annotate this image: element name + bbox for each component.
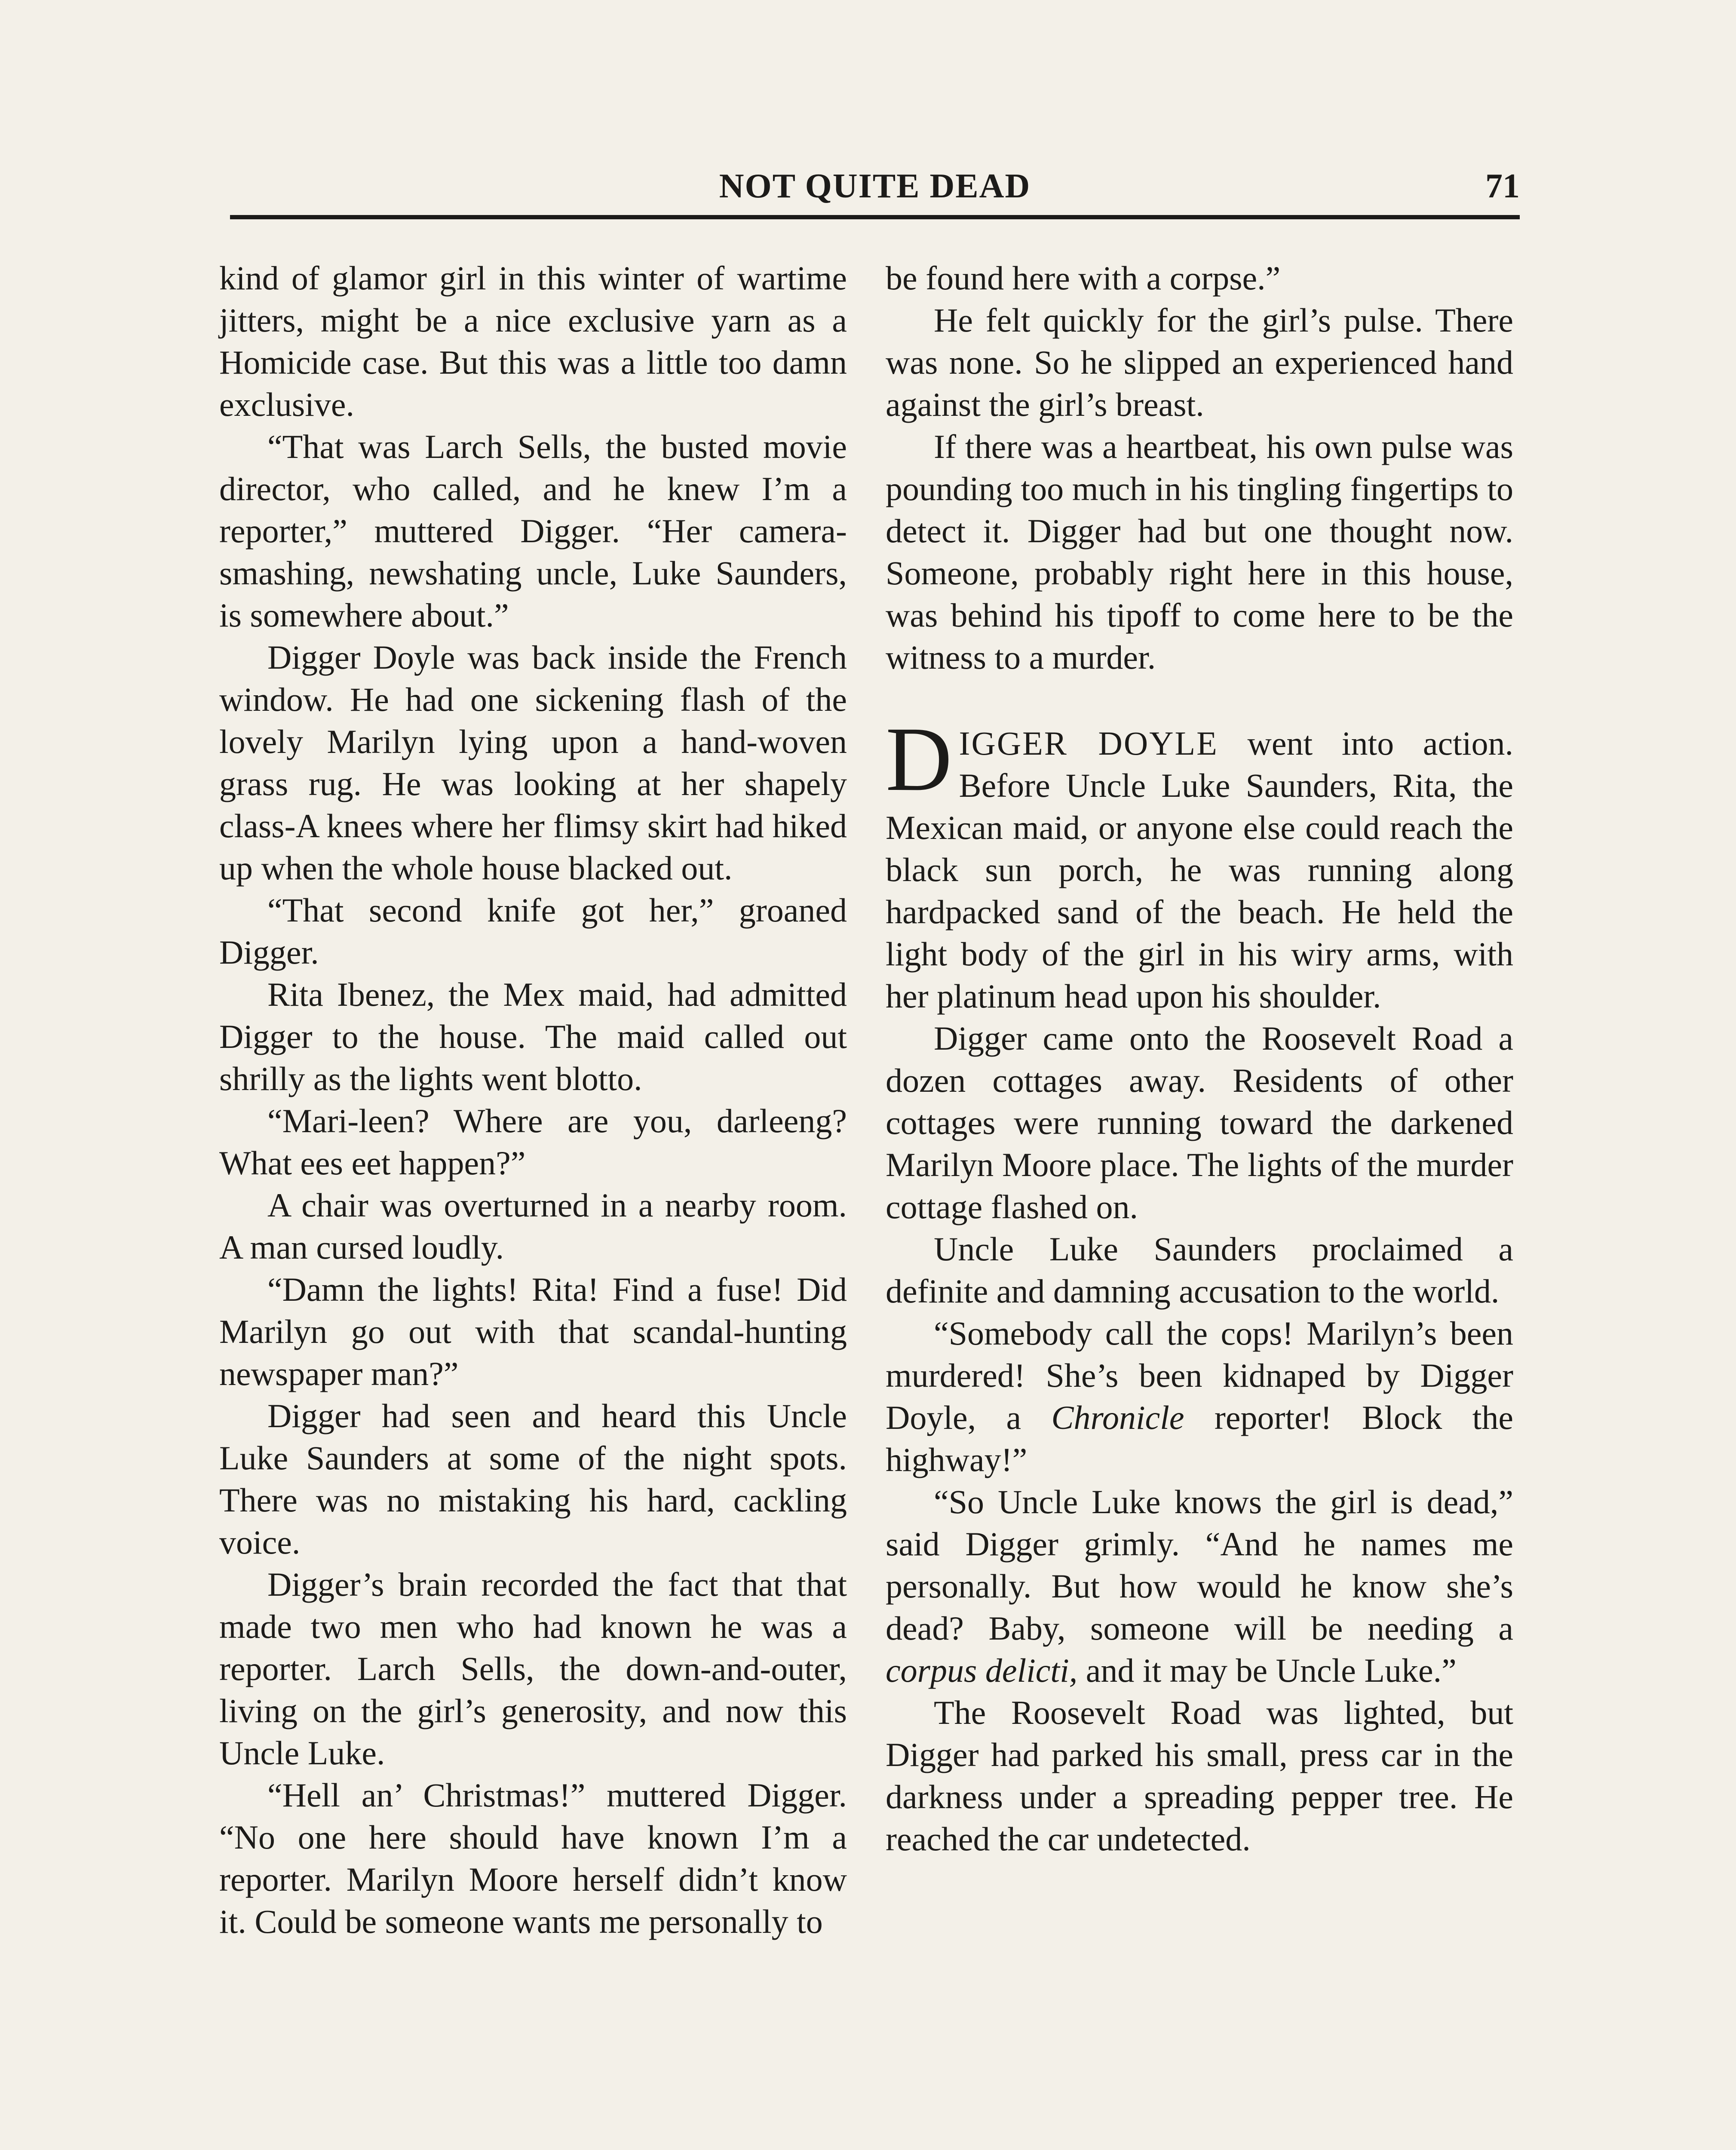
paragraph: He felt quickly for the girl’s pulse. There was none. So he slipped an experienced hand against the girl’s breast. bbox=[886, 301, 1513, 423]
paragraph bbox=[886, 1312, 1513, 1481]
page-number: 71 bbox=[1485, 167, 1520, 205]
paragraph: Digger’s brain recorded the fact that that made two men who had known he was a reporter. Larch Sells, the down-and-outer, living on the girl’s generosity, and now this Uncle Luke. bbox=[219, 1566, 847, 1772]
paragraph-text: and it may be Uncle Luke.” bbox=[1077, 1652, 1457, 1689]
left-column bbox=[219, 257, 847, 1943]
right-column bbox=[886, 257, 1513, 1860]
paragraph: Uncle Luke Saunders proclaimed a definite and damning accusation to the world. bbox=[886, 1230, 1513, 1310]
paragraph: be found here with a corpse.” bbox=[886, 259, 1281, 297]
paragraph: “That was Larch Sells, the busted movie director, who called, and he knew I’m a reporter,” muttered Digger. “Her camera-smashing, newshating uncle, Luke Saunders, is somewhere about.” bbox=[219, 428, 847, 634]
paragraph: “Hell an’ Christmas!” muttered Digger. “No one here should have known I’m a reporter. Marilyn Moore herself didn’t know it. Could be someone wants me personally to bbox=[219, 1776, 847, 1940]
paragraph: kind of glamor girl in this winter of wartime jitters, might be a nice exclusive yarn as a Homicide case. But this was a little too damn exclusive. bbox=[219, 259, 847, 423]
section-opening-paragraph bbox=[886, 708, 1513, 1017]
story-title: NOT QUITE DEAD bbox=[719, 167, 1031, 205]
paragraph-text: reporter! Block the highway!” bbox=[886, 1399, 1513, 1478]
paragraph: Digger had seen and heard this Uncle Luke Saunders at some of the night spots. There was no mistaking his hard, cackling voice. bbox=[219, 1397, 847, 1561]
paragraph bbox=[886, 1481, 1513, 1692]
paragraph: A chair was overturned in a nearby room. A man cursed loudly. bbox=[219, 1186, 847, 1266]
drop-cap: D bbox=[886, 708, 952, 810]
running-header bbox=[230, 167, 1520, 214]
paragraph: Digger Doyle was back inside the French window. He had one sickening flash of the lovely Marilyn lying upon a hand-woven grass rug. He was looking at her shapely class-A knees where her flimsy skirt had hiked up when the whole house blacked out. bbox=[219, 639, 847, 887]
italic-text: Chronicle bbox=[1051, 1399, 1184, 1436]
header-rule bbox=[230, 215, 1520, 219]
paragraph: “That second knife got her,” groaned Digger. bbox=[219, 891, 847, 971]
paragraph: Digger came onto the Roosevelt Road a dozen cottages away. Residents of other cottages were running toward the darkened Marilyn Moore place. The lights of the murder cottage flashed on. bbox=[886, 1020, 1513, 1226]
italic-text: corpus delicti, bbox=[886, 1652, 1078, 1689]
paragraph: If there was a heartbeat, his own pulse was pounding too much in his tingling fingertips to detect it. Digger had but one thought now. Someone, probably right here in this house, was behind his tipoff to come here to be the witness to a murder. bbox=[886, 428, 1513, 676]
paragraph-text: went into action. Before Uncle Luke Saunders, Rita, the Mexican maid, or anyone else could reach the black sun porch, he was running along hardpacked sand of the beach. He held the light body of the girl in his wiry arms, with her platinum head upon his shoulder. bbox=[886, 725, 1513, 1015]
opening-caps: IGGER DOYLE bbox=[959, 725, 1218, 762]
paragraph: Rita Ibenez, the Mex maid, had admitted Digger to the house. The maid called out shrilly as the lights went blotto. bbox=[219, 976, 847, 1097]
paragraph: The Roosevelt Road was lighted, but Digger had parked his small, press car in the darkness under a spreading pepper tree. He reached the car undetected. bbox=[886, 1694, 1513, 1858]
paragraph: “Damn the lights! Rita! Find a fuse! Did Marilyn go out with that scandal-hunting newspaper man?” bbox=[219, 1271, 847, 1392]
paragraph-text: “Somebody call the cops! Marilyn’s been murdered! She’s been kidnaped by Digger Doyle, a bbox=[886, 1315, 1513, 1436]
paragraph: “Mari-leen? Where are you, darleeng? What ees eet happen?” bbox=[219, 1102, 847, 1182]
paragraph-text: “So Uncle Luke knows the girl is dead,” said Digger grimly. “And he names me personally. But how would he know she’s dead? Baby, someone will be needing a bbox=[886, 1483, 1513, 1647]
